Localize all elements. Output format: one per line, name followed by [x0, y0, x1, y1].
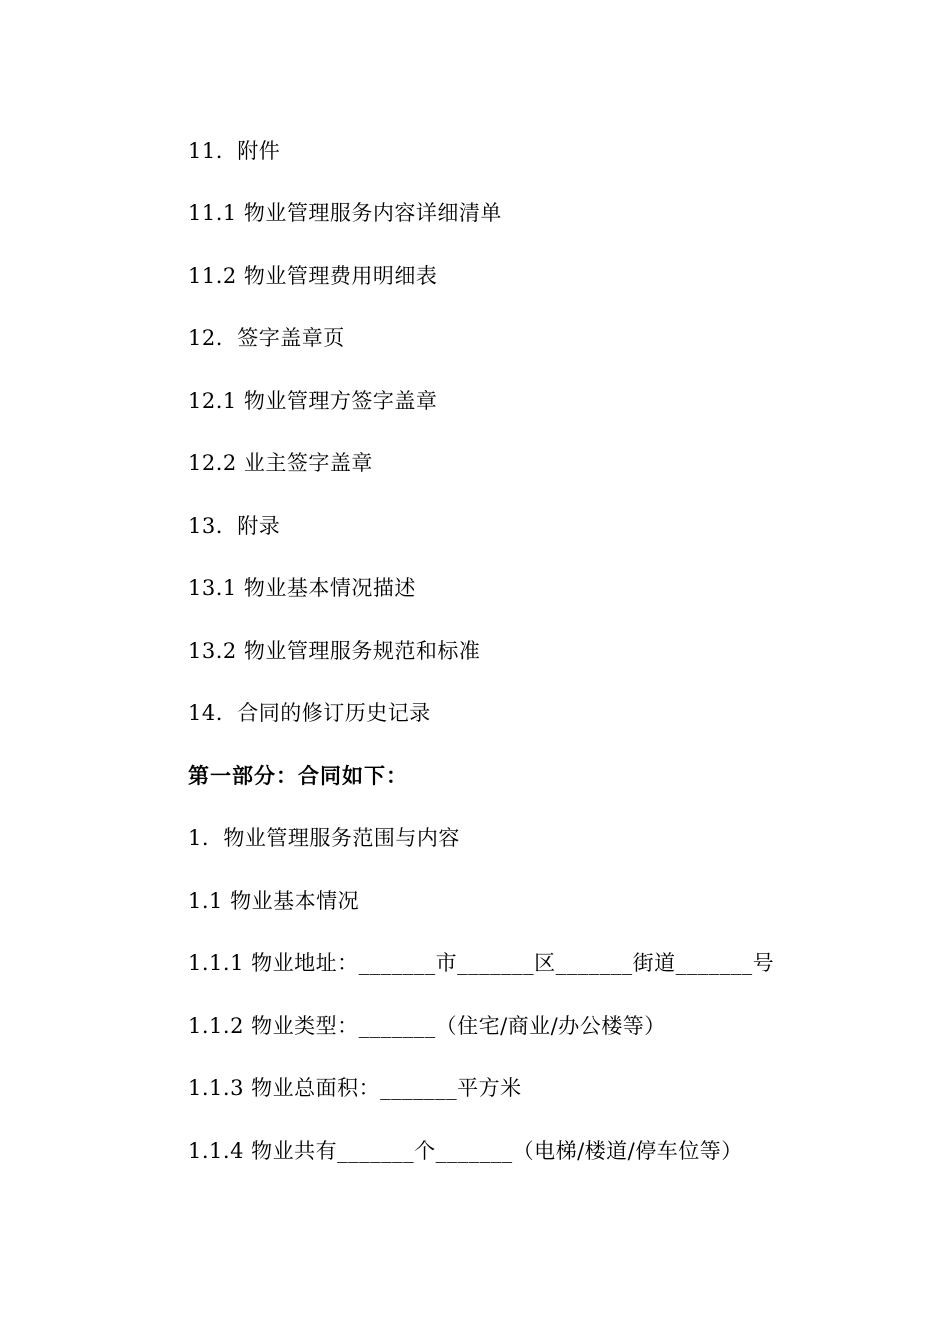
- field-property-type: 1.1.2 物业类型：_______（住宅/商业/办公楼等）: [188, 1014, 666, 1038]
- item-service-standards: 13.2 物业管理服务规范和标准: [188, 639, 481, 663]
- item-property-description: 13.1 物业基本情况描述: [188, 576, 416, 600]
- item-manager-signature: 12.1 物业管理方签字盖章: [188, 389, 438, 413]
- section-title-part-one: 第一部分：合同如下：: [188, 764, 408, 788]
- field-property-area: 1.1.3 物业总面积：_______平方米: [188, 1076, 522, 1100]
- item-fee-table: 11.2 物业管理费用明细表: [188, 264, 438, 288]
- heading-signature-page: 12. 签字盖章页: [188, 326, 345, 350]
- item-service-list: 11.1 物业管理服务内容详细清单: [188, 201, 502, 225]
- field-shared-facilities: 1.1.4 物业共有_______个_______（电梯/楼道/停车位等）: [188, 1139, 743, 1163]
- heading-property-basics: 1.1 物业基本情况: [188, 889, 360, 913]
- item-owner-signature: 12.2 业主签字盖章: [188, 451, 373, 475]
- heading-revision-history: 14. 合同的修订历史记录: [188, 701, 431, 725]
- heading-attachments: 11. 附件: [188, 139, 281, 163]
- field-property-address: 1.1.1 物业地址：_______市_______区_______街道_______号: [188, 951, 775, 975]
- heading-service-scope: 1. 物业管理服务范围与内容: [188, 826, 460, 850]
- heading-appendix: 13. 附录: [188, 514, 281, 538]
